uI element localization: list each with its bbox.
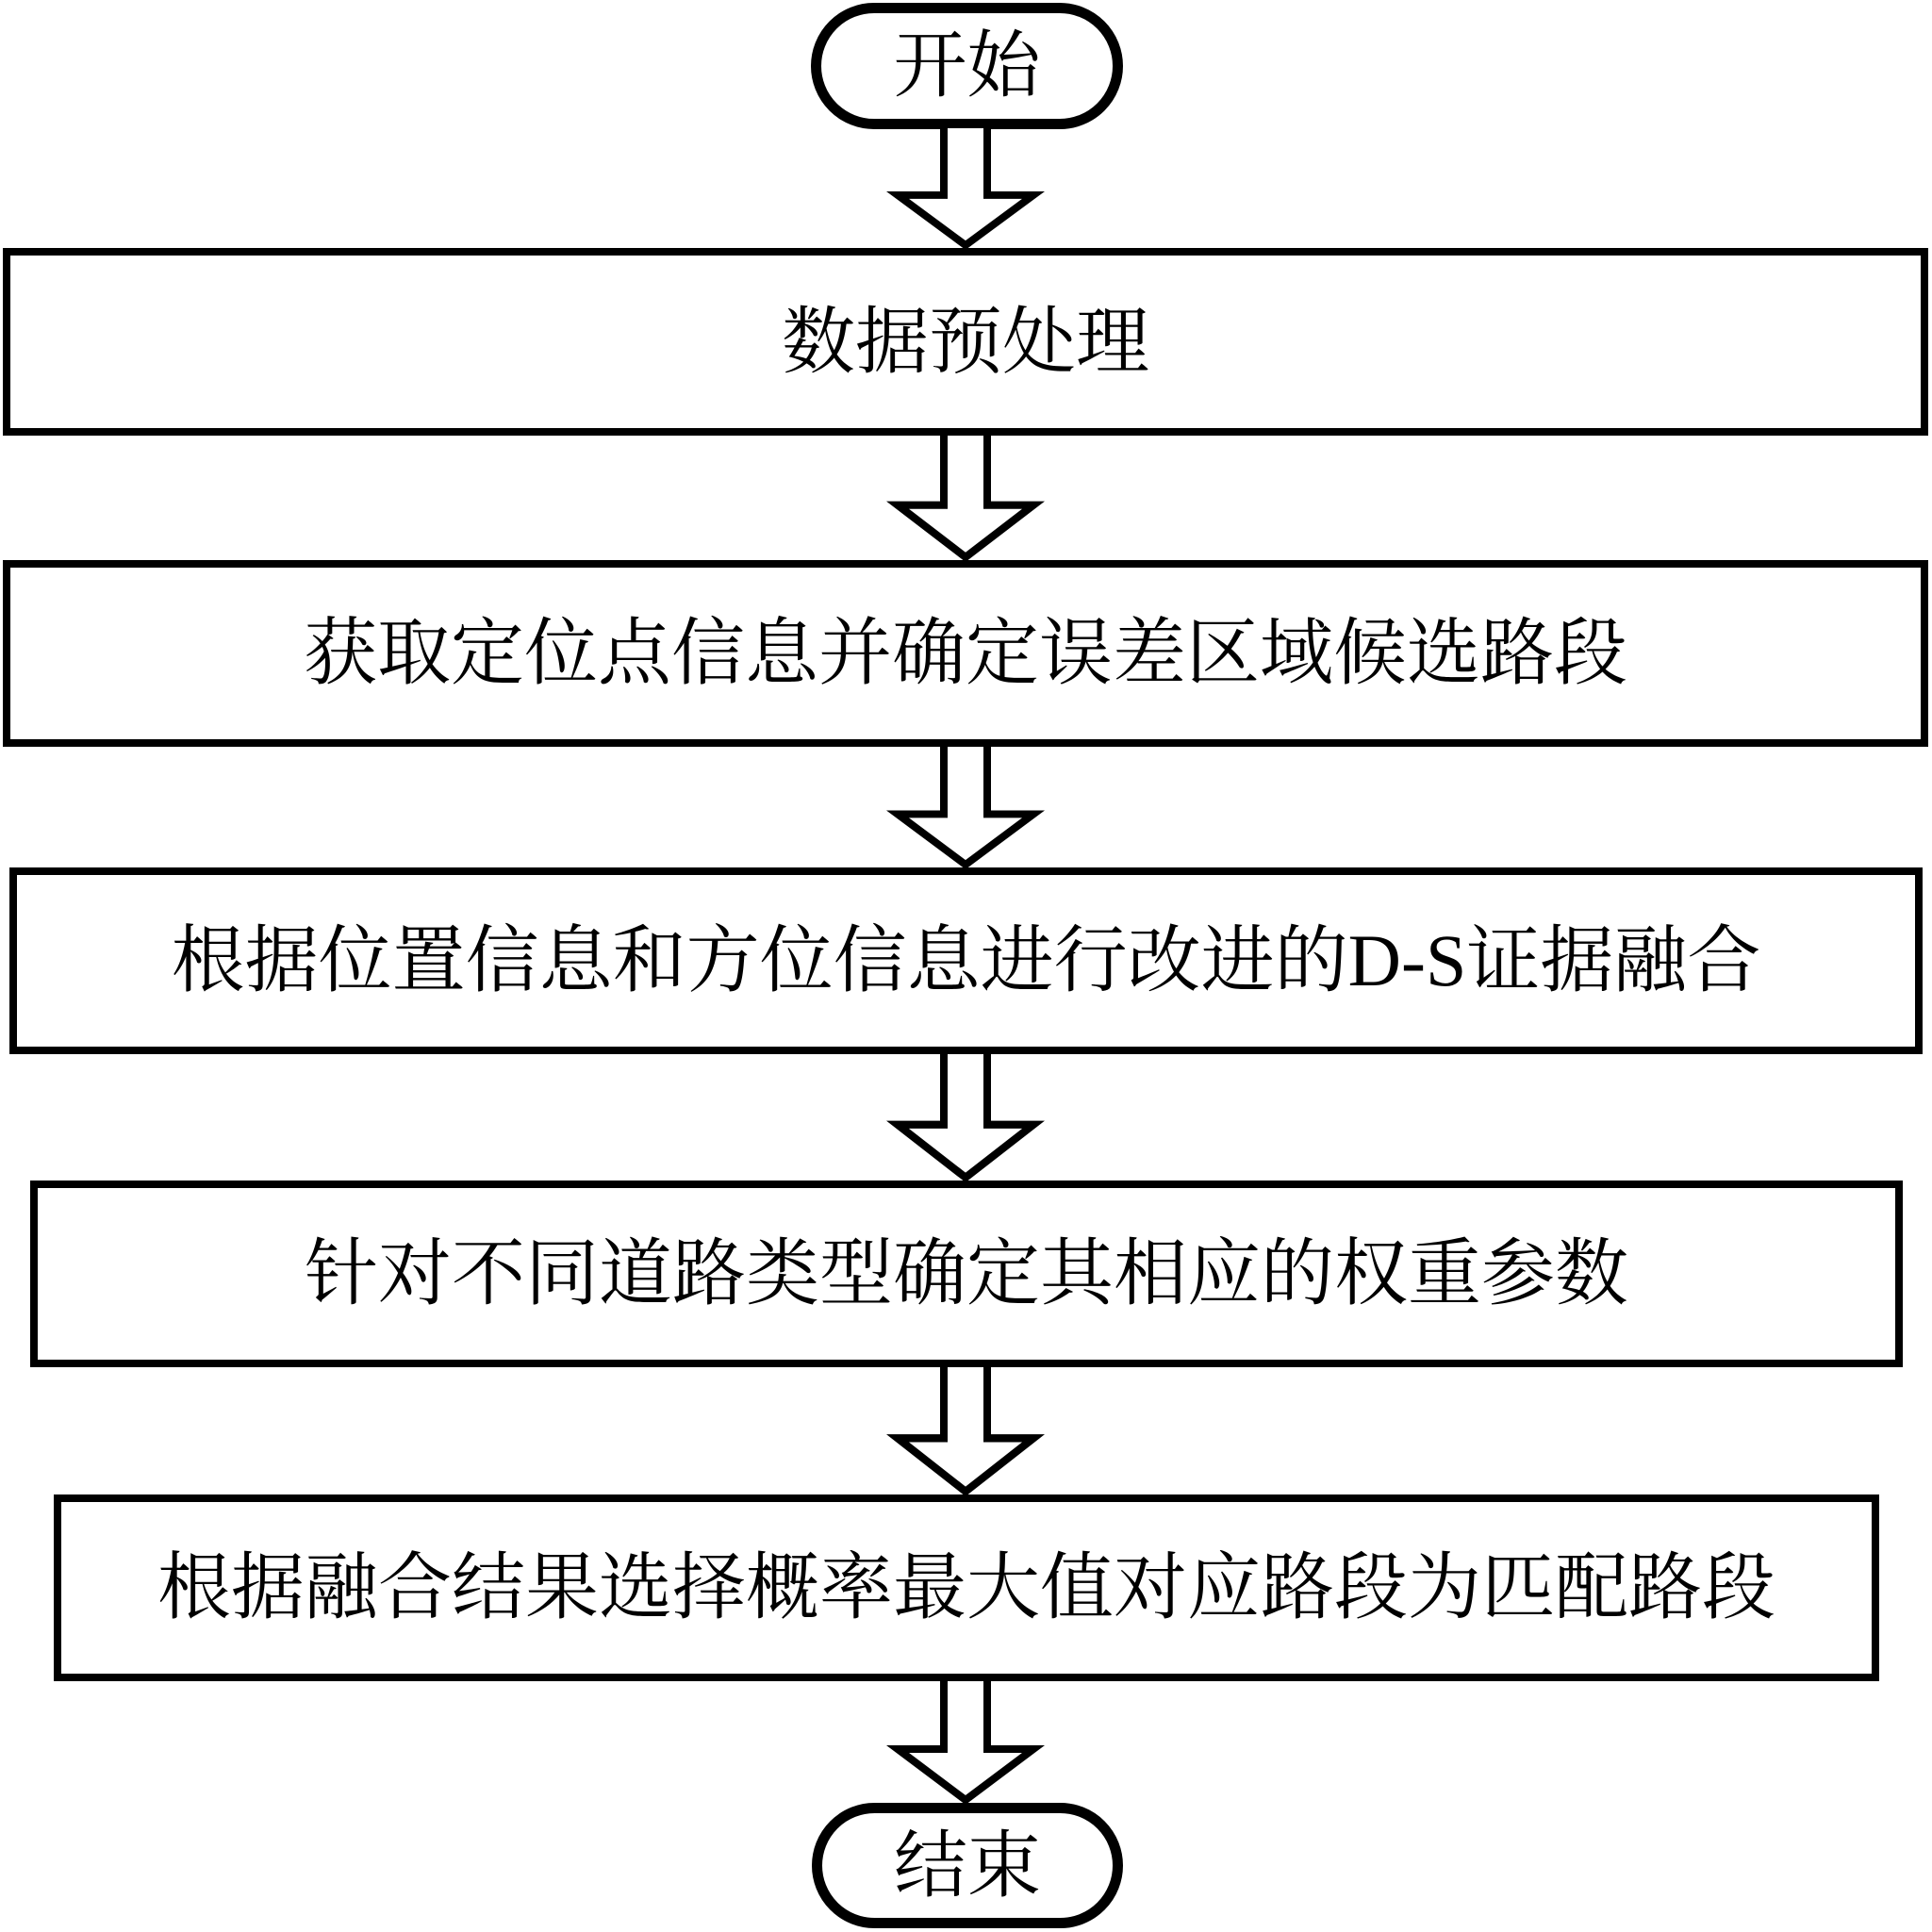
flow-arrow-down-icon	[890, 436, 1041, 561]
flow-arrow-down-icon	[890, 128, 1041, 249]
flow-arrow-down-icon	[890, 1054, 1041, 1181]
flow-node-step2-label: 获取定位点信息并确定误差区域候选路段	[303, 612, 1627, 695]
flow-node-step4-label: 针对不同道路类型确定其相应的权重参数	[304, 1232, 1628, 1315]
flow-node-step3-label: 根据位置信息和方位信息进行改进的D-S证据融合	[171, 919, 1761, 1002]
flow-node-end-label: 结束	[893, 1824, 1041, 1907]
flow-arrow-down-icon	[890, 1367, 1041, 1495]
flow-node-start-label: 开始	[893, 25, 1041, 107]
flow-node-ds-evidence-fusion	[9, 867, 1923, 1054]
flow-node-select-matching-segment	[54, 1494, 1879, 1681]
flow-node-step1-label: 数据预处理	[781, 300, 1149, 383]
flow-arrow-down-icon	[890, 1681, 1041, 1804]
flow-node-get-position-candidates	[3, 560, 1928, 747]
flow-node-start	[811, 3, 1123, 129]
flow-node-weight-parameters	[30, 1181, 1903, 1367]
flow-arrow-down-icon	[890, 747, 1041, 868]
flow-node-data-preprocessing	[3, 248, 1928, 436]
flow-node-end	[812, 1803, 1123, 1928]
flow-node-step5-label: 根据融合结果选择概率最大值对应路段为匹配路段	[157, 1546, 1775, 1629]
